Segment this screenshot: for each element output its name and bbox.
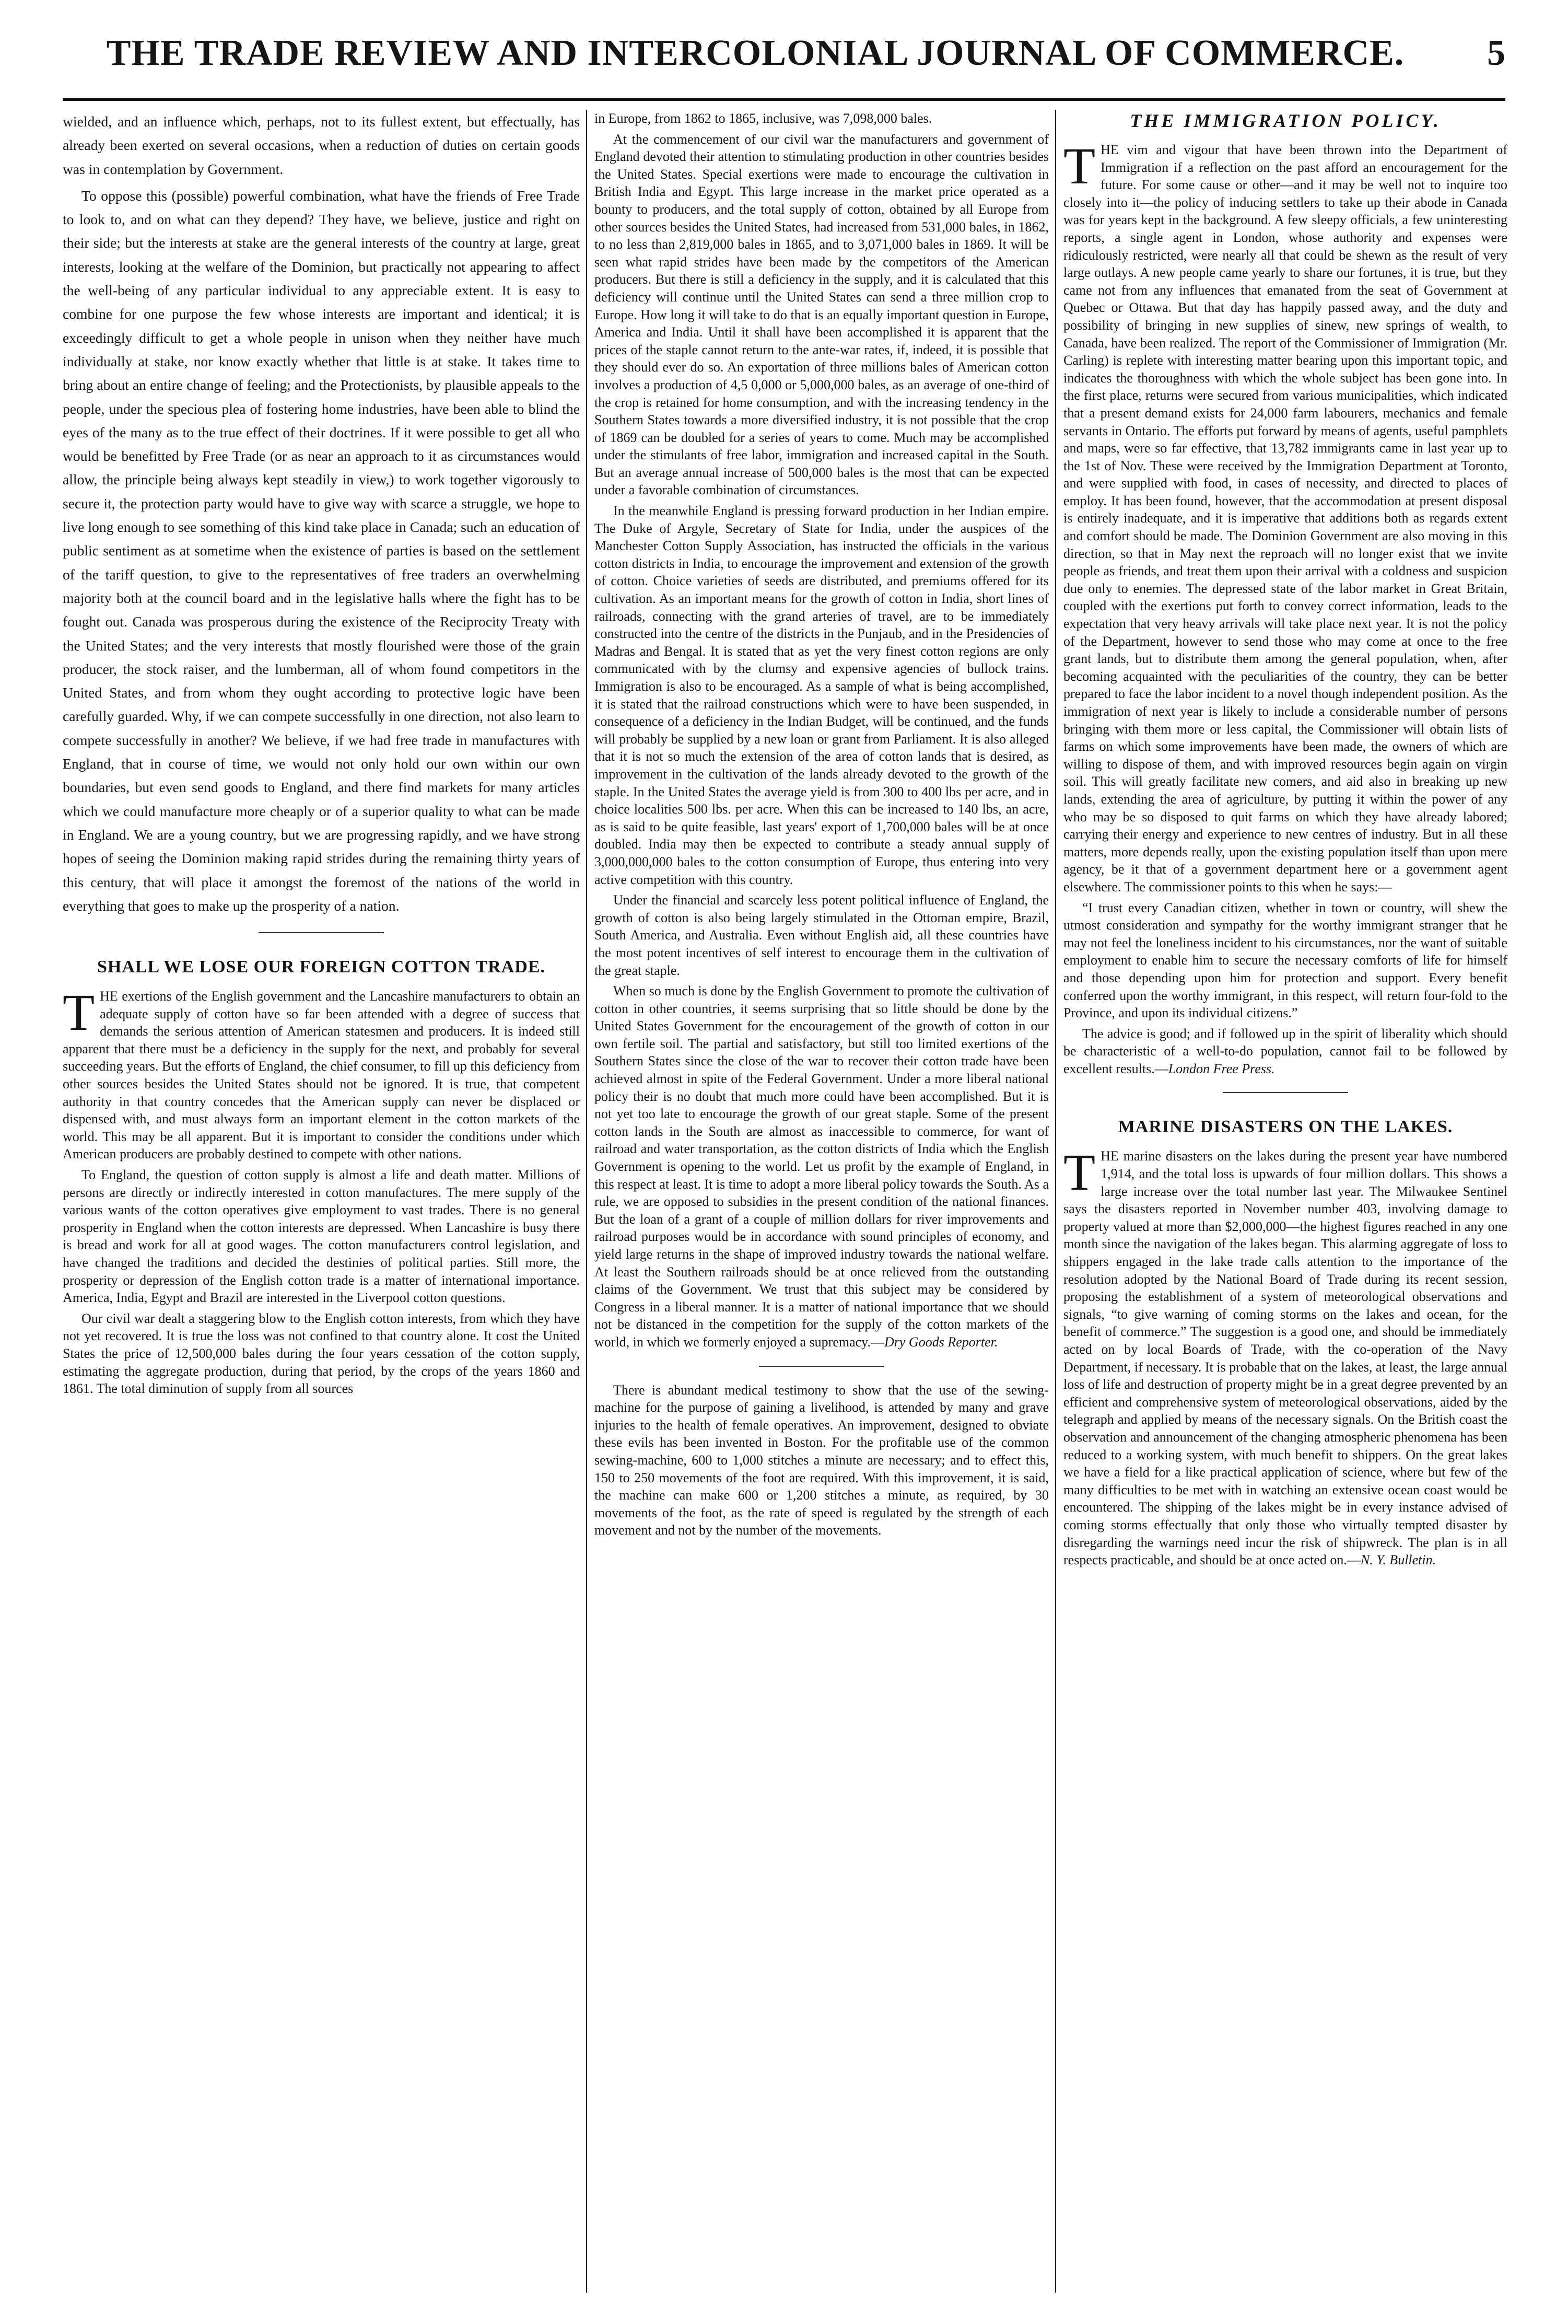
masthead xyxy=(63,32,1505,95)
immigration-closing-text: The advice is good; and if followed up in the spirit of liberality which should be characteristic of a well-to-do population, cannot fail to be followed by excellent results. xyxy=(1063,1026,1507,1076)
source-credit: N. Y. Bulletin. xyxy=(1360,1552,1436,1568)
cotton-paragraph-production: At the commencement of our civil war the manufacturers and government of England devoted their attention to stimulating production in other countries besides the United States. Special exertions were made to encourage the cultivation in British India and Egypt. This large increase in the market price operated as a bounty to producers, and the total supply of cotton, obtained by all Europe from other sources besides the United States, had increased from 531,000 bales, in 1862, to no less than 2,819,000 bales in 1865, and to 3,071,000 bales in 1869. It will be seen what rapid strides have been made by the competitors of the American producers. But there is still a deficiency in the supply, and it is calculated that this deficiency will continue until the United States can send a three million crop to Europe. How long it will take to do that is an equally important question in Europe, America and India. Until it shall have been accomplished it is apparent that the prices of the staple cannot return to the ante-war rates, if, indeed, it is possible that they should ever do so. An exportation of three millions bales of American cotton involves a production of 4,5 0,000 or 5,000,000 bales, as an average of one-third of the crop is retained for home consumption, and with the increasing tendency in the Southern States towards a more diversified industry, it is not possible that the crop of 1869 can be doubled for a series of years to come. Much may be accomplished under the stimulants of free labor, immigration and increased capital in the South. But an average annual increase of 500,000 bales is the most that can be expected under a favorable combination of circumstances. xyxy=(594,131,1049,498)
column-1 xyxy=(63,110,580,2293)
column-2 xyxy=(594,110,1049,2293)
sewing-machine-paragraph: There is abundant medical testimony to show that the use of the sewing-machine for the purpose of gaining a livelihood, is attended by many and grave injuries to the health of female operatives. An improvement, designed to obviate these evils has been invented in Boston. For the profitable use of the common sewing-machine, 600 to 1,000 stitches a minute are necessary; and to effect this, 150 to 250 movements of the foot are required. With this improvement, it is said, the machine can make 600 or 1,200 stitches a minute, as required, by 30 movements of the foot, as the rate of speed is regulated by the strength of each movement and not by the number of the movements. xyxy=(594,1382,1049,1538)
column-rule-2 xyxy=(1055,110,1056,2293)
cotton-paragraph-civil-war: Our civil war dealt a staggering blow to the English cotton interests, from which they have not yet recovered. It is true the loss was not confined to that country alone. It cost the United States the price of 12,500,000 bales during the four years cessation of the cotton supply, estimating the aggregate production, during that period, by the crops of the years 1860 and 1861. The total diminution of supply from all sources xyxy=(63,1310,580,1397)
drop-cap: T xyxy=(63,983,95,1042)
article-divider xyxy=(1223,1092,1348,1093)
source-credit: London Free Press. xyxy=(1168,1061,1275,1076)
free-trade-paragraph: To oppose this (possible) powerful combination, what have the friends of Free Trade to look to, and on what can they depend? They have, we believe, justice and right on their side; but the interests at stake are the general interests of the country at large, great interests, looking at the welfare of the Dominion, but practically not appearing to affect the well-being of any particular individual to any appreciable extent. It is easy to combine for one purpose the few whose interests are important and identical; it is exceedingly difficult to get a whole people in unison when they neither have much individually at stake, nor know exactly whether that little is at stake. It takes time to bring about an entire change of feeling; and the Protectionists, by plausible appeals to the people, under the specious plea of fostering home industries, have been able to blind the eyes of the many as to the true effect of their doctrines. If it were possible to get all who would be benefitted by Free Trade (or as near an approach to it as circumstances would allow, the principle being always kept steadily in view,) to work together vigorously to secure it, the protection party would have to give way with scarce a struggle, we hope to live long enough to see something of this kind take place in Canada; such an education of public sentiment as at sometime when the existence of parties is based on the settlement of the tariff question, to give to the representatives of free traders an overwhelming majority both at the council board and in the legislative halls where the fight has to be fought out. Canada was prosperous during the existence of the Reciprocity Treaty with the United States; and the very interests that mostly flourished were those of the grain producer, the stock raiser, and the lumberman, all of whom found competitors in the United States, and from whom they ought according to protective logic have been carefully guarded. Why, if we can compete successfully in one direction, not also learn to compete successfully in another? We believe, if we had free trade in manufactures with England, that in course of time, we would not only hold our own within our own boundaries, but even send goods to England, and there find markets for many articles which we could manufacture more cheaply or of a superior quality to what can be made in England. We are a young country, but we are progressing rapidly, and we have strong hopes of seeing the Dominion making rapid strides during the remaining thirty years of this century, that will place it amongst the foremost of the nations of the world in everything that goes to make up the prosperity of a nation. xyxy=(63,187,580,914)
marine-disasters-text: HE marine disasters on the lakes during the present year have numbered 1,914, and the total loss is upwards of four million dollars. This shows a large increase over the total number last year. The Milwaukee Sentinel says the disasters reported in November number 403, involving damage to property valued at more than $2,000,000—the highest figures reached in any one month since the navigation of the lakes began. This alarming aggregate of loss to shippers engaged in the lake trade calls attention to the importance of the resolution adopted by the National Board of Trade during its recent session, proposing the establishment of a system of meteorological observations and signals, “to give warning of coming storms on the lakes and ocean, for the benefit of commerce.” The suggestion is a good one, and should be immediately acted on by local Boards of Trade, with the co-operation of the Navy Department, if necessary. It is probable that on the lakes, at least, the large annual loss of life and destruction of property might be in a great degree prevented by an efficient and comprehensive system of meteorological observations, aided by the telegraph and applied by means of the necessary signals. On the British coast the observation and announcement of the changing atmospheric phenomena has been reduced to a working system, with much benefit to shippers. On the great lakes we have a field for a like practical application of science, where but few of the many difficulties to be met with in watching an extensive ocean coast would be encountered. The shipping of the lakes might be in every instance advised of coming storms effectually that only those who virtually tempted disaster by disregarding the warnings need incur the risk of shipwreck. The plan is in all respects practicable, and should be at once acted on. xyxy=(1063,1148,1507,1568)
cotton-paragraph-england: To England, the question of cotton supply is almost a life and death matter. Millions of persons are directly or indirectly interested in cotton manufactures. The mere supply of the various wants of the cotton operatives give employment to vast trades. There is no general prosperity in England when the cotton interests are depressed. When Lancashire is busy there is bread and work for all at good wages. The cotton manufacturers control legislation, and have changed the traditions and decided the destinies of political parties. Still more, the prosperity or depression of the English cotton trade is a matter of international importance. America, India, Egypt and Brazil are interested in the Liverpool cotton questions. xyxy=(63,1167,580,1306)
cotton-paragraph-policy: When so much is done by the English Government to promote the cultivation of cotton in other countries, it seems surprising that so little should be done by the United States Government for the encouragement of the growth of cotton in our own fertile soil. The partial and satisfactory, but still too limited exertions of the Southern States since the close of the war to recover their cotton trade have been achieved almost in spite of the Federal Government. Under a more liberal national policy their is no doubt that much more could have been accomplished. But it is not yet too late to encourage the growth of our great staple. Some of the present cotton lands in the South are almost as inaccessible to commerce, for want of railroad and water transportation, as the cotton districts of India which the English Government is opening to the world. Let us profit by the example of England, in this respect at least. It is time to adopt a more liberal policy towards the South. As a rule, we are opposed to subsidies in the present condition of the national finances. But the loan of a grant of a couple of million dollars for river improvements and railroad purposes would be in accordance with sound principles of economy, and yield large returns in the shape of improved industry towards the national welfare. At least the Southern railroads should be at once relieved from the outstanding claims of the Government. We trust that this subject may be considered by Congress in a liberal manner. It is a matter of national importance that we should not be distanced in the competition for the supply of the cotton markets of the world, in which we formerly enjoyed a supremacy.—Dry Goods Reporter. xyxy=(594,983,1049,1350)
marine-disasters-paragraph: THE marine disasters on the lakes during the present year have numbered 1,914, and the total loss is upwards of four million dollars. This shows a large increase over the total number last year. The Milwaukee Sentinel says the disasters reported in November number 403, involving damage to property valued at more than $2,000,000—the highest figures reached in any one month since the navigation of the lakes began. This alarming aggregate of loss to shippers engaged in the lake trade calls attention to the importance of the resolution adopted by the National Board of Trade during its recent session, proposing the establishment of a system of meteorological observations and signals, “to give warning of coming storms on the lakes and ocean, for the benefit of commerce.” The suggestion is a good one, and should be immediately acted on by local Boards of Trade, with the co-operation of the Navy Department, if necessary. It is probable that on the lakes, at least, the large annual loss of life and destruction of property might be in a great degree prevented by an efficient and comprehensive system of meteorological observations, aided by the telegraph and applied by means of the necessary signals. On the British coast the observation and announcement of the changing atmospheric phenomena has been reduced to a working system, with much benefit to shippers. On the great lakes we have a field for a like practical application of science, where but few of the many difficulties to be met with in watching an extensive ocean coast would be encountered. The shipping of the lakes might be in every instance advised of coming storms effectually that only those who virtually tempted disaster by disregarding the warnings need incur the risk of shipwreck. The plan is in all respects practicable, and should be at once acted on.—N. Y. Bulletin. xyxy=(1063,1143,1507,1568)
immigration-text: HE vim and vigour that have been thrown into the Department of Immigration if a reflection on the past afford an encouragement for the future. For some cause or other—and it may be well not to inquire too closely into it—the policy of inducing settlers to take up their abode in Canada was for years kept in the background. A few sleepy officials, a few uninteresting reports, a single agent in London, whose authority and expenses were ridiculously restricted, were nearly all that could be shewn as the result of very large outlays. A new people came yearly to share our fortunes, it is true, but they came not from any influences that emanated from the seat of Government at Quebec or Ottawa. But that day has happily passed away, and the duty and possibility of bringing in new supplies of sinew, new springs of wealth, to Canada, have been realized. The report of the Commissioner of Immigration (Mr. Carling) is replete with interesting matter bearing upon this important topic, and indicates the thoroughness with which the whole subject has been gone into. In the first place, returns were secured from various municipalities, which indicated that a present demand exists for 24,000 farm labourers, mechanics and female servants in Ontario. The efforts put forward by means of agents, useful pamphlets and maps, were so far effective, that 13,782 immigrants came in last year up to the 1st of Nov. These were received by the Immigration Department at Toronto, and were supplied with food, in cases of necessity, and directed to places of employ. It has been found, however, that the accommodation at present disposal is entirely inadequate, and it is imperative that additions both as regards extent and comfort should be made. The Dominion Government are also moving in this direction, so that in May next the reproach will no longer exist that we invite people as friends, and treat them upon their arrival with a coldness and suspicion due only to enemies. The depressed state of the labor market in Great Britain, coupled with the exertions put forth to convey correct information, leads to the expectation that very heavy arrivals will take place next year. It is not the policy of the Department, however to send those who may come at once to the free grant lands, but to distribute them among the general population, when, after becoming acquainted with the peculiarities of the country, they can be better prepared to face the labor incident to a novel though independent position. As the immigration of next year is likely to include a considerable number of persons bringing with them more or less capital, the Commissioner will obtain lists of farms on which some improvements have been made, the owners of which are willing to dispose of them, and with improved resources begin again on virgin soil. This will greatly facilitate new comers, and aid also in breaking up new lands, extending the area of agriculture, by putting it within the power of any who may be so disposed to quit farms on which they have already labored; carrying their energy and experience to new centres of industry. But in all these matters, more depends really, upon the existing population itself than upon mere agency, be it that of a government department here or a government agent elsewhere. The commissioner points to this when he says:— xyxy=(1063,142,1507,894)
cotton-intro-text: HE exertions of the English government and the Lancashire manufacturers to obtain an adequate supply of cotton have so far been attended with a degree of success that demands the serious attention of American statesmen and producers. It is indeed still apparent that there must be a deficiency in the supply for the next, and probably for several succeeding years. But the efforts of England, the chief consumer, to fill up this deficiency from other sources besides the United States should not be ignored. It is true, that competent authority in that country concedes that the American supply can never be displaced or dispensed with, and must always form an important element in the cotton markets of the world. This may be all apparent. But it is important to consider the conditions under which American producers are probably destined to compete with other nations. xyxy=(63,989,580,1162)
marine-disasters-heading: MARINE DISASTERS ON THE LAKES. xyxy=(1118,1117,1453,1137)
journal-title: THE TRADE REVIEW AND INTERCOLONIAL JOURNAL OF COMMERCE. xyxy=(106,33,1405,73)
immigration-paragraph xyxy=(1063,137,1507,896)
cotton-paragraph-supply: in Europe, from 1862 to 1865, inclusive, was 7,098,000 bales. xyxy=(594,111,932,126)
commissioner-quote: “I trust every Canadian citizen, whether in town or country, will shew the utmost consideration and sympathy for the worthy immigrant stranger that he may not feel the loneliness incident to his circumstances, nor the want of suitable employment to enable him to secure the necessary comforts of life for himself and those depending upon him for protection and support. Every benefit conferred upon the worthy immigrant, in this respect, will return four-fold to the Province, and upon its individual citizens.” xyxy=(1063,900,1507,1021)
page-number: 5 xyxy=(1487,33,1505,73)
article-divider xyxy=(259,932,384,933)
immigration-heading: THE IMMIGRATION POLICY. xyxy=(1130,110,1441,131)
cotton-policy-text: When so much is done by the English Government to promote the cultivation of cotton in other countries, it seems surprising that so little should be done by the United States Government for the encouragement of the growth of cotton in our own fertile soil. The partial and satisfactory, but still too limited exertions of the Southern States since the close of the war to recover their cotton trade have been achieved almost in spite of the Federal Government. Under a more liberal national policy their is no doubt that much more could have been accomplished. But it is not yet too late to encourage the growth of our great staple. Some of the present cotton lands in the South are almost as inaccessible to commerce, for want of railroad and water transportation, as the cotton districts of India which the English Government is opening to the world. Let us profit by the example of England, in this respect at least. It is time to adopt a more liberal policy towards the South. As a rule, we are opposed to subsidies in the present condition of the national finances. But the loan of a grant of a couple of million dollars for river improvements and railroad purposes would be in accordance with sound principles of economy, and yield large returns in the shape of improved industry towards the national welfare. At least the Southern railroads should be at once relieved from the outstanding claims of the Government. We trust that this subject may be considered by Congress in a liberal manner. It is a matter of national importance that we should not be distanced in the competition for the supply of the cotton markets of the world, in which we formerly enjoyed a supremacy. xyxy=(594,983,1049,1350)
cotton-paragraph-india: In the meanwhile England is pressing forward production in her Indian empire. The Duke of Argyle, Secretary of State for India, under the auspices of the Manchester Cotton Supply Association, has instructed the officials in the various cotton districts in India, to encourage the improvement and extension of the growth of cotton. Choice varieties of seeds are distributed, and premiums offered for its cultivation. As an important means for the growth of cotton in India, short lines of railroads, connecting with the grand arteries of travel, are to be immediately constructed into the centre of the districts in the Punjaub, and in the Presidencies of Madras and Bengal. It is stated that as yet the very finest cotton regions are only communicated with by the clumsy and expensive agencies of bullock trains. Immigration is also to be encouraged. As a sample of what is being accomplished, it is stated that the railroad constructions which were to have been suspended, in consequence of a deficiency in the Indian Budget, will be continued, and the funds will probably be supplied by a new loan or grant from Parliament. It is also alleged that it is not so much the extension of the area of cotton lands that is desired, as improvement in the cultivation of the lands already devoted to the growth of the staple. In the United States the average yield is from 300 to 400 lbs per acre, and in choice localities 500 lbs. per acre. When this can be increased to 140 lbs, an acre, as is said to be quite feasible, last years' export of 1,700,000 bales will be at once doubled. India may then be expected to contribute a steady annual supply of 3,000,000,000 bales to the cotton consumption of Europe, thus entering into very active competition with this country. xyxy=(594,503,1049,887)
drop-cap: T xyxy=(1063,1143,1096,1202)
continued-article-text: wielded, and an influence which, perhaps, not to its fullest extent, but effectually, has already been exerted on several occasions, when a reduction of duties on certain goods was in contemplation by Government. xyxy=(63,113,580,177)
article-divider xyxy=(759,1366,884,1367)
column-3 xyxy=(1063,110,1507,2293)
column-rule-1 xyxy=(586,110,587,2293)
drop-cap: T xyxy=(1063,137,1096,195)
immigration-closing: The advice is good; and if followed up in the spirit of liberality which should be characteristic of a well-to-do population, cannot fail to be followed by excellent results.—London Free Press. xyxy=(1063,1026,1507,1076)
source-credit: Dry Goods Reporter. xyxy=(884,1334,998,1350)
cotton-paragraph-ottoman: Under the financial and scarcely less potent political influence of England, the growth of cotton is also being largely stimulated in the Ottoman empire, Brazil, South America, and Australia. Even without English aid, all these countries have the most potent incentives of self interest to encourage them in the cultivation of the great staple. xyxy=(594,892,1049,978)
cotton-intro-paragraph xyxy=(63,983,580,1163)
cotton-trade-heading: SHALL WE LOSE OUR FOREIGN COTTON TRADE. xyxy=(97,957,546,977)
masthead-rule xyxy=(63,98,1505,101)
